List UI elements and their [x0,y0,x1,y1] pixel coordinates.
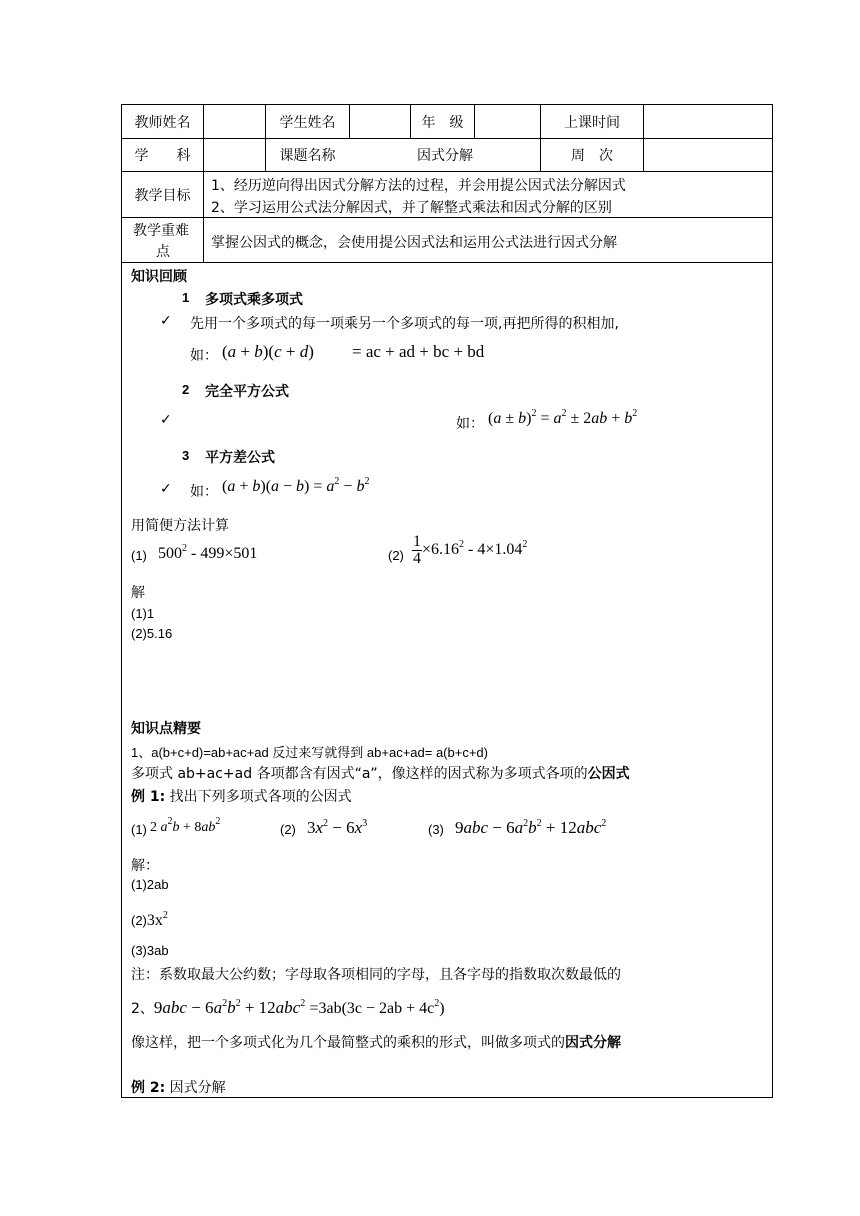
section-1-example-rhs: = ac + ad + bc + bd [352,342,485,361]
grade-value[interactable] [475,105,540,138]
grade-label: 年 级 [421,114,464,131]
review-heading: 知识回顾 [131,269,187,285]
essentials-heading: 知识点精要 [131,721,201,737]
solution-3: (3)3ab [131,943,169,958]
goal-item-2: 2、学习运用公式法分解因式，并了解整式乘法和因式分解的区别 [211,200,612,216]
student-name-label: 学生姓名 [279,114,336,131]
student-name-value[interactable] [350,105,410,138]
key-points-text: 掌握公因式的概念，会使用提公因式法和运用公式法进行因式分解 [211,235,617,251]
section-2-number: 2 [182,382,190,397]
week-label: 周 次 [571,148,613,164]
example-1-q3-number: (3) [428,822,444,837]
section-3-number: 3 [182,448,190,463]
section-1-example-formula: (a + b)(c + d) [222,342,314,361]
answer-1: (1)1 [131,606,155,621]
section-2-example-prefix: 如： [456,416,484,432]
section-3-example-formula: $(a + b)(a - b) = a^2 - b^2$ [222,476,370,495]
calc-question-2-number: (2) [388,548,404,563]
solution-1: (1)2ab [131,877,169,892]
example-1-q1-formula: 2 $a^2b + 8ab^2$ [150,816,221,835]
note: 注：系数取最大公约数；字母取各项相同的字母，且各字母的指数取次数最低的 [131,967,621,983]
essentials-line-2: 多项式 ab+ac+ad 各项都含有因式“a”，像这样的因式称为多项式各项的公因式 [131,766,630,782]
example-1: 例 1: 找出下列多项式各项的公因式 [131,789,352,805]
essentials-line-4: 像这样，把一个多项式化为几个最简整式的乘积的形式，叫做多项式的因式分解 [131,1035,621,1051]
section-2-example-formula: $(a \pm b)^2 = a^2 \pm 2ab + b^2$ [488,408,638,427]
example-2: 例 2: 因式分解 [131,1080,226,1096]
example-1-q3-formula: $9abc - 6a^2b^2 + 12abc^2$ [455,818,607,837]
section-1-number: 1 [182,290,190,305]
check-mark-icon: ✓ [160,481,172,497]
factorization-term: 因式分解 [565,1035,621,1051]
topic-label: 课题名称 [279,148,336,164]
section-1-title: 多项式乘多项式 [205,292,303,308]
example-1-q2-formula: $3x^2 - 6x^3$ [307,818,368,837]
calc-question-1-number: (1) [131,548,147,563]
check-mark-icon: ✓ [160,313,172,329]
goal-item-1: 1、经历逆向得出因式分解方法的过程，并会用提公因式法分解因式 [211,178,626,194]
teacher-name-value[interactable] [204,105,265,138]
solution-2: $(2)3x^2$ [131,910,168,929]
class-time-value[interactable] [644,105,772,138]
calc-question-1-formula: $500^2 - 499\times 501$ [158,543,258,562]
section-2-title: 完全平方公式 [205,384,289,400]
solution-label: 解： [131,858,159,874]
check-mark-icon: ✓ [160,412,172,428]
section-1-example-prefix: 如： [190,348,218,364]
common-factor-term: 公因式 [587,766,630,782]
key-points-label-line1: 教学重难 [133,223,189,239]
answer-label: 解 [131,585,145,601]
section-3-example-prefix: 如： [190,484,218,500]
calc-heading: 用简便方法计算 [131,518,229,534]
answer-2: (2)5.16 [131,626,173,641]
calc-question-2-formula: $\frac{1}{4}$ $\times 6.16^2 - 4\times 1.04^2$ [413,533,528,567]
teacher-name-label: 教师姓名 [134,114,191,131]
class-time-label: 上课时间 [564,114,620,131]
section-3-title: 平方差公式 [205,450,275,466]
key-points-label-line2: 点 [156,244,170,260]
example-1-q1-number: (1) [131,822,147,837]
goals-label: 教学目标 [134,187,191,204]
topic-value: 因式分解 [417,148,473,164]
essentials-line-1: 1、a(b+c+d)=ab+ac+ad 反过来写就得到 ab+ac+ad= a(b+c+d) [131,745,488,760]
essentials-line-3: 2、$9abc - 6a^2b^2 + 12abc^2 =3ab(3c - 2ab + 4c^2)$ [131,998,445,1017]
example-1-q2-number: (2) [280,822,296,837]
section-1-text: 先用一个多项式的每一项乘另一个多项式的每一项,再把所得的积相加, [190,316,619,332]
subject-label: 学 科 [134,148,191,164]
